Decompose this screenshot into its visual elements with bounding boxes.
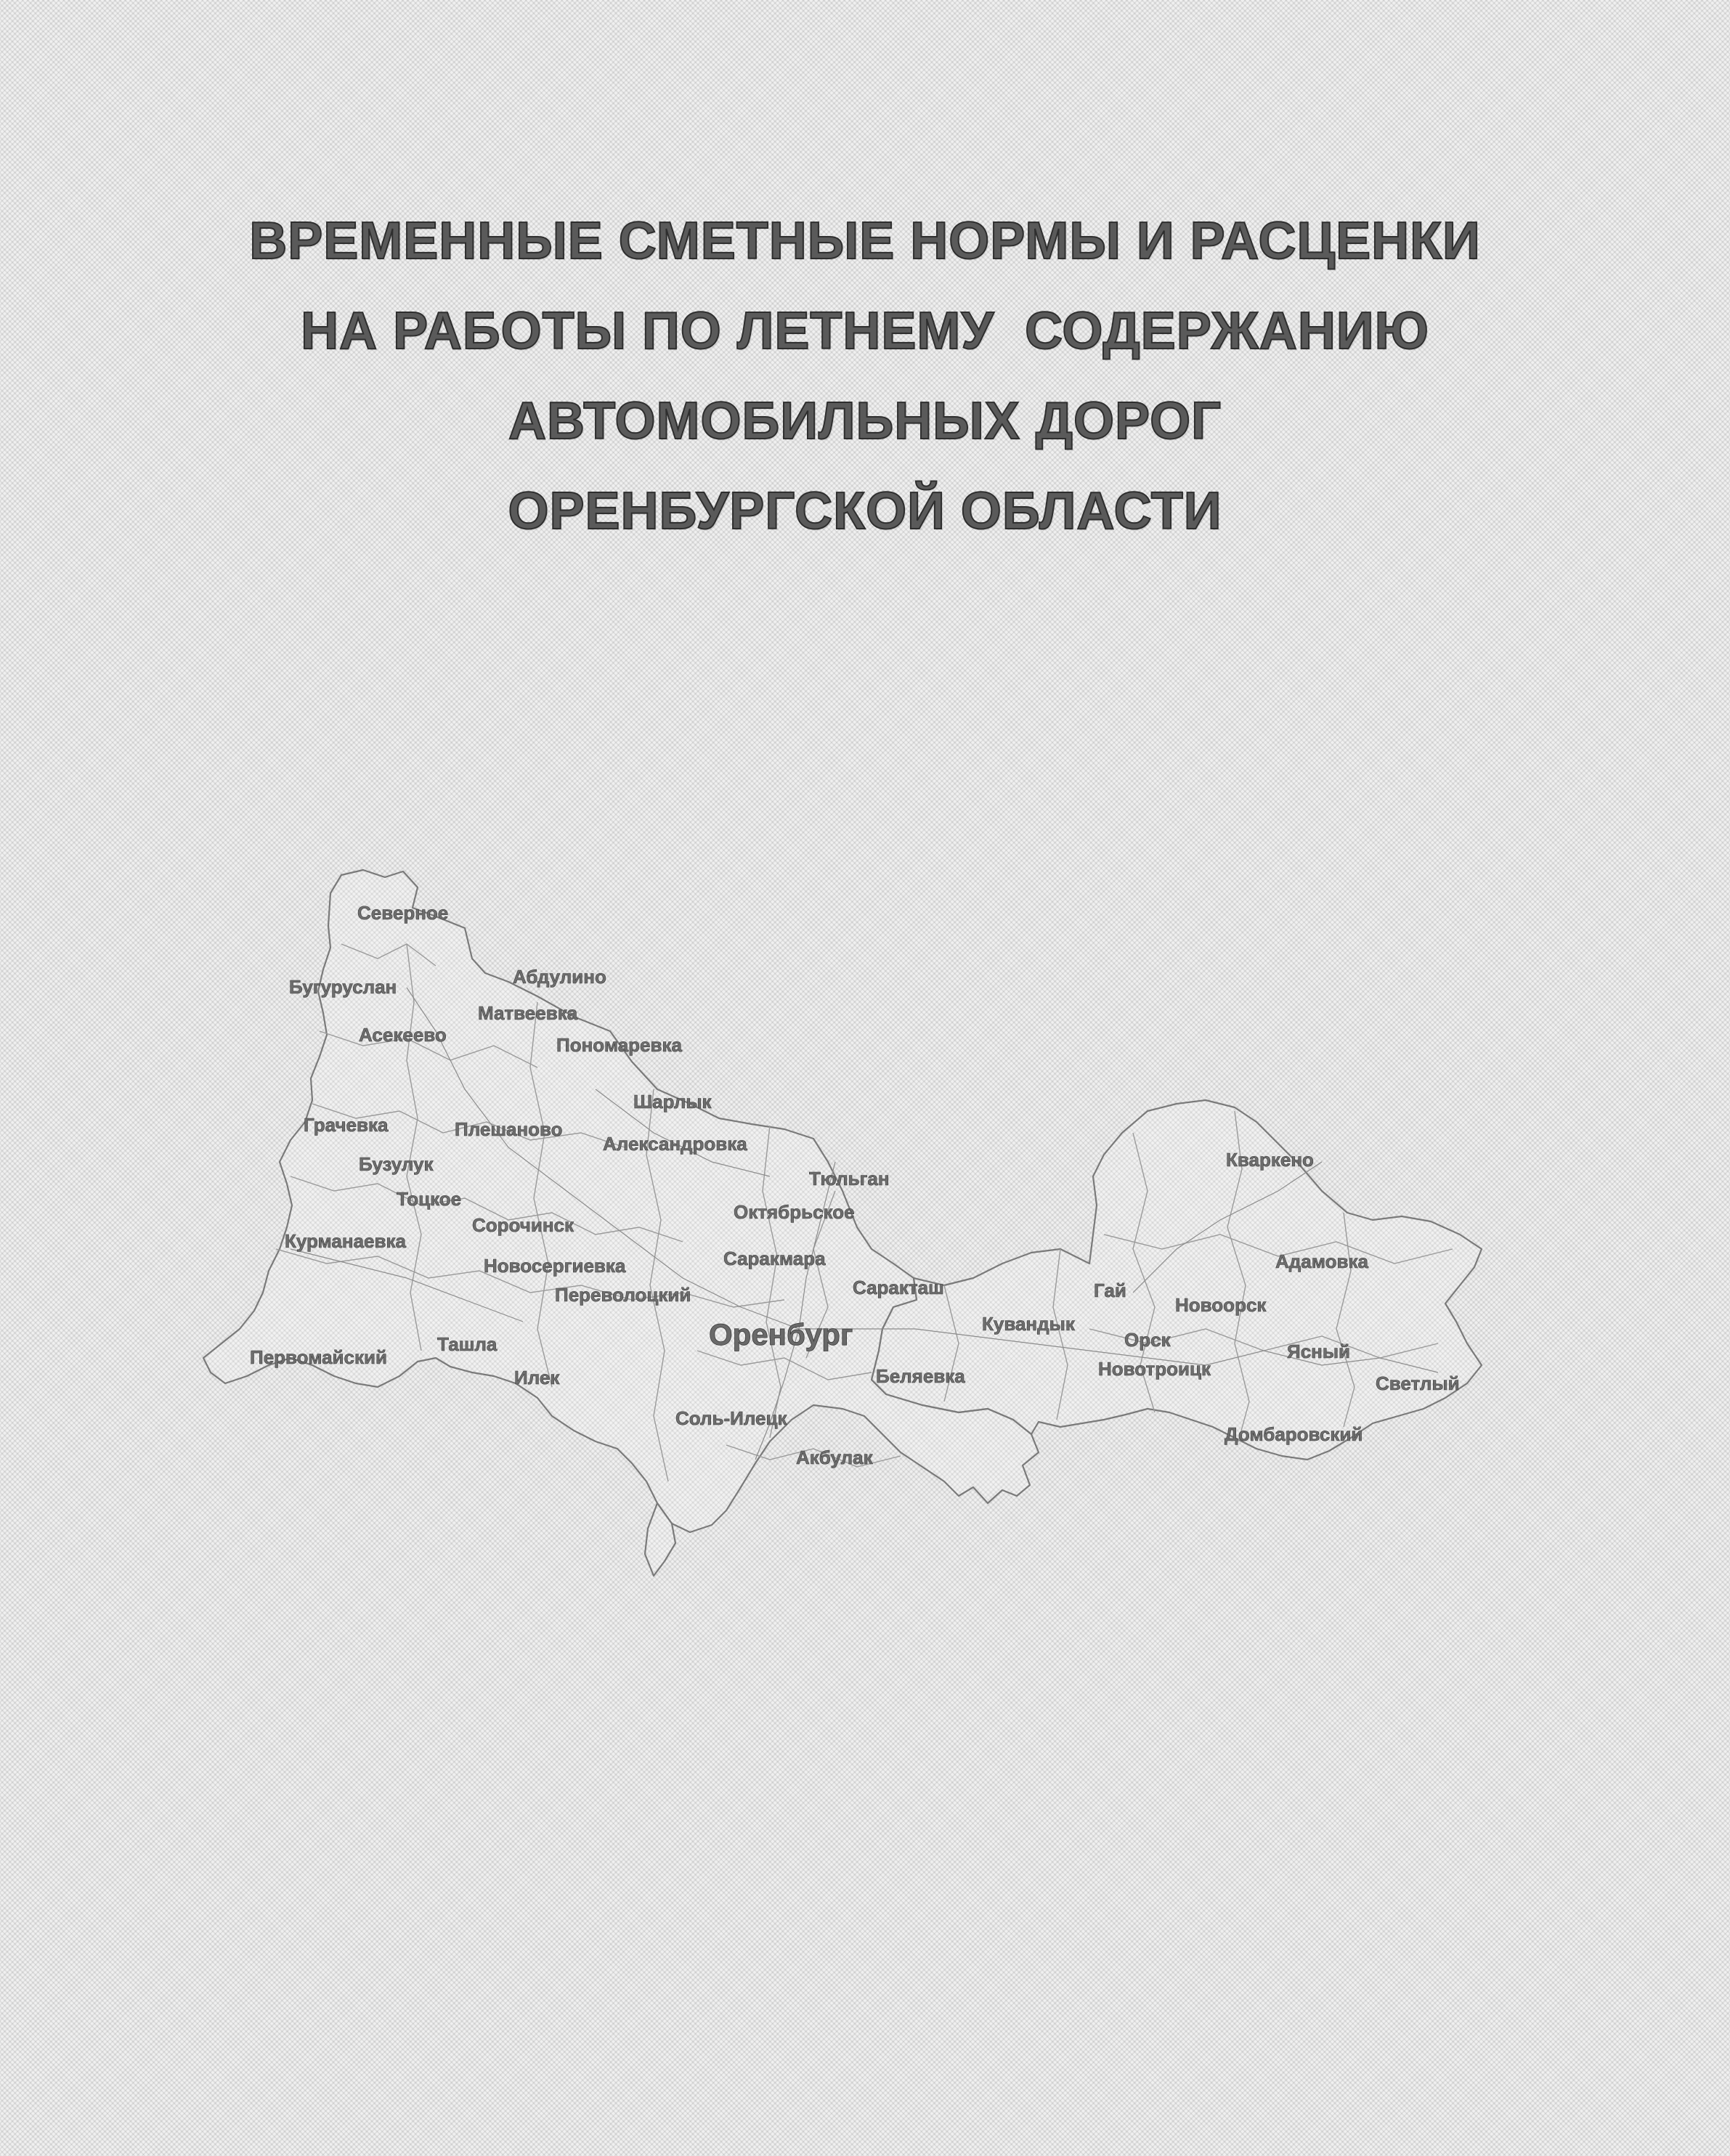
place-label: Асекеево	[359, 1024, 447, 1046]
place-label: Александровка	[603, 1133, 747, 1155]
place-label: Гай	[1094, 1280, 1126, 1301]
region-outline-west	[203, 870, 1039, 1532]
place-label: Тюльган	[809, 1168, 890, 1189]
place-label: Октябрьское	[734, 1201, 855, 1223]
place-label: Ясный	[1287, 1341, 1351, 1362]
place-label: Саракташ	[853, 1277, 944, 1298]
place-label: Шарлык	[633, 1091, 712, 1112]
title-line-1: ВРЕМЕННЫЕ СМЕТНЫЕ НОРМЫ И РАСЦЕНКИ	[249, 212, 1481, 270]
place-label: Абдулино	[513, 966, 606, 988]
place-label: Соль-Илецк	[675, 1407, 787, 1429]
place-label: Беляевка	[876, 1365, 965, 1387]
place-label: Бугуруслан	[289, 976, 397, 998]
capital-label: Оренбург	[709, 1317, 853, 1351]
place-label: Курманаевка	[285, 1230, 406, 1252]
place-label: Кваркено	[1226, 1149, 1314, 1171]
place-label: Орск	[1124, 1329, 1171, 1351]
place-label: Тоцкое	[397, 1188, 462, 1210]
title-line-4: ОРЕНБУРГСКОЙ ОБЛАСТИ	[508, 482, 1222, 540]
place-label: Акбулак	[796, 1447, 873, 1468]
place-label: Саракмара	[723, 1248, 826, 1269]
place-label: Грачевка	[304, 1114, 389, 1136]
title-line-3: АВТОМОБИЛЬНЫХ ДОРОГ	[508, 392, 1222, 450]
place-label: Первомайский	[250, 1346, 387, 1368]
place-label: Ташла	[437, 1333, 498, 1355]
place-label: Плешаново	[455, 1118, 563, 1140]
place-label: Новоорск	[1175, 1294, 1267, 1316]
place-label: Матвеевка	[478, 1002, 578, 1024]
place-label: Адамовка	[1275, 1250, 1368, 1272]
region-outline-east	[872, 1100, 1482, 1460]
title-line-2: НА РАБОТЫ ПО ЛЕТНЕМУ СОДЕРЖАНИЮ	[301, 302, 1429, 360]
place-label: Новотроицк	[1098, 1358, 1211, 1380]
place-label: Илек	[514, 1367, 560, 1388]
place-label: Сорочинск	[472, 1214, 574, 1236]
place-label: Бузулук	[359, 1153, 434, 1175]
place-label: Домбаровский	[1225, 1423, 1363, 1445]
place-label: Пономаревка	[556, 1034, 682, 1056]
place-label: Переволоцкий	[555, 1284, 691, 1306]
place-label: Новосергиевка	[484, 1255, 626, 1277]
place-label: Кувандык	[982, 1313, 1075, 1335]
place-label: Северное	[357, 902, 449, 924]
place-label: Светлый	[1376, 1372, 1460, 1394]
